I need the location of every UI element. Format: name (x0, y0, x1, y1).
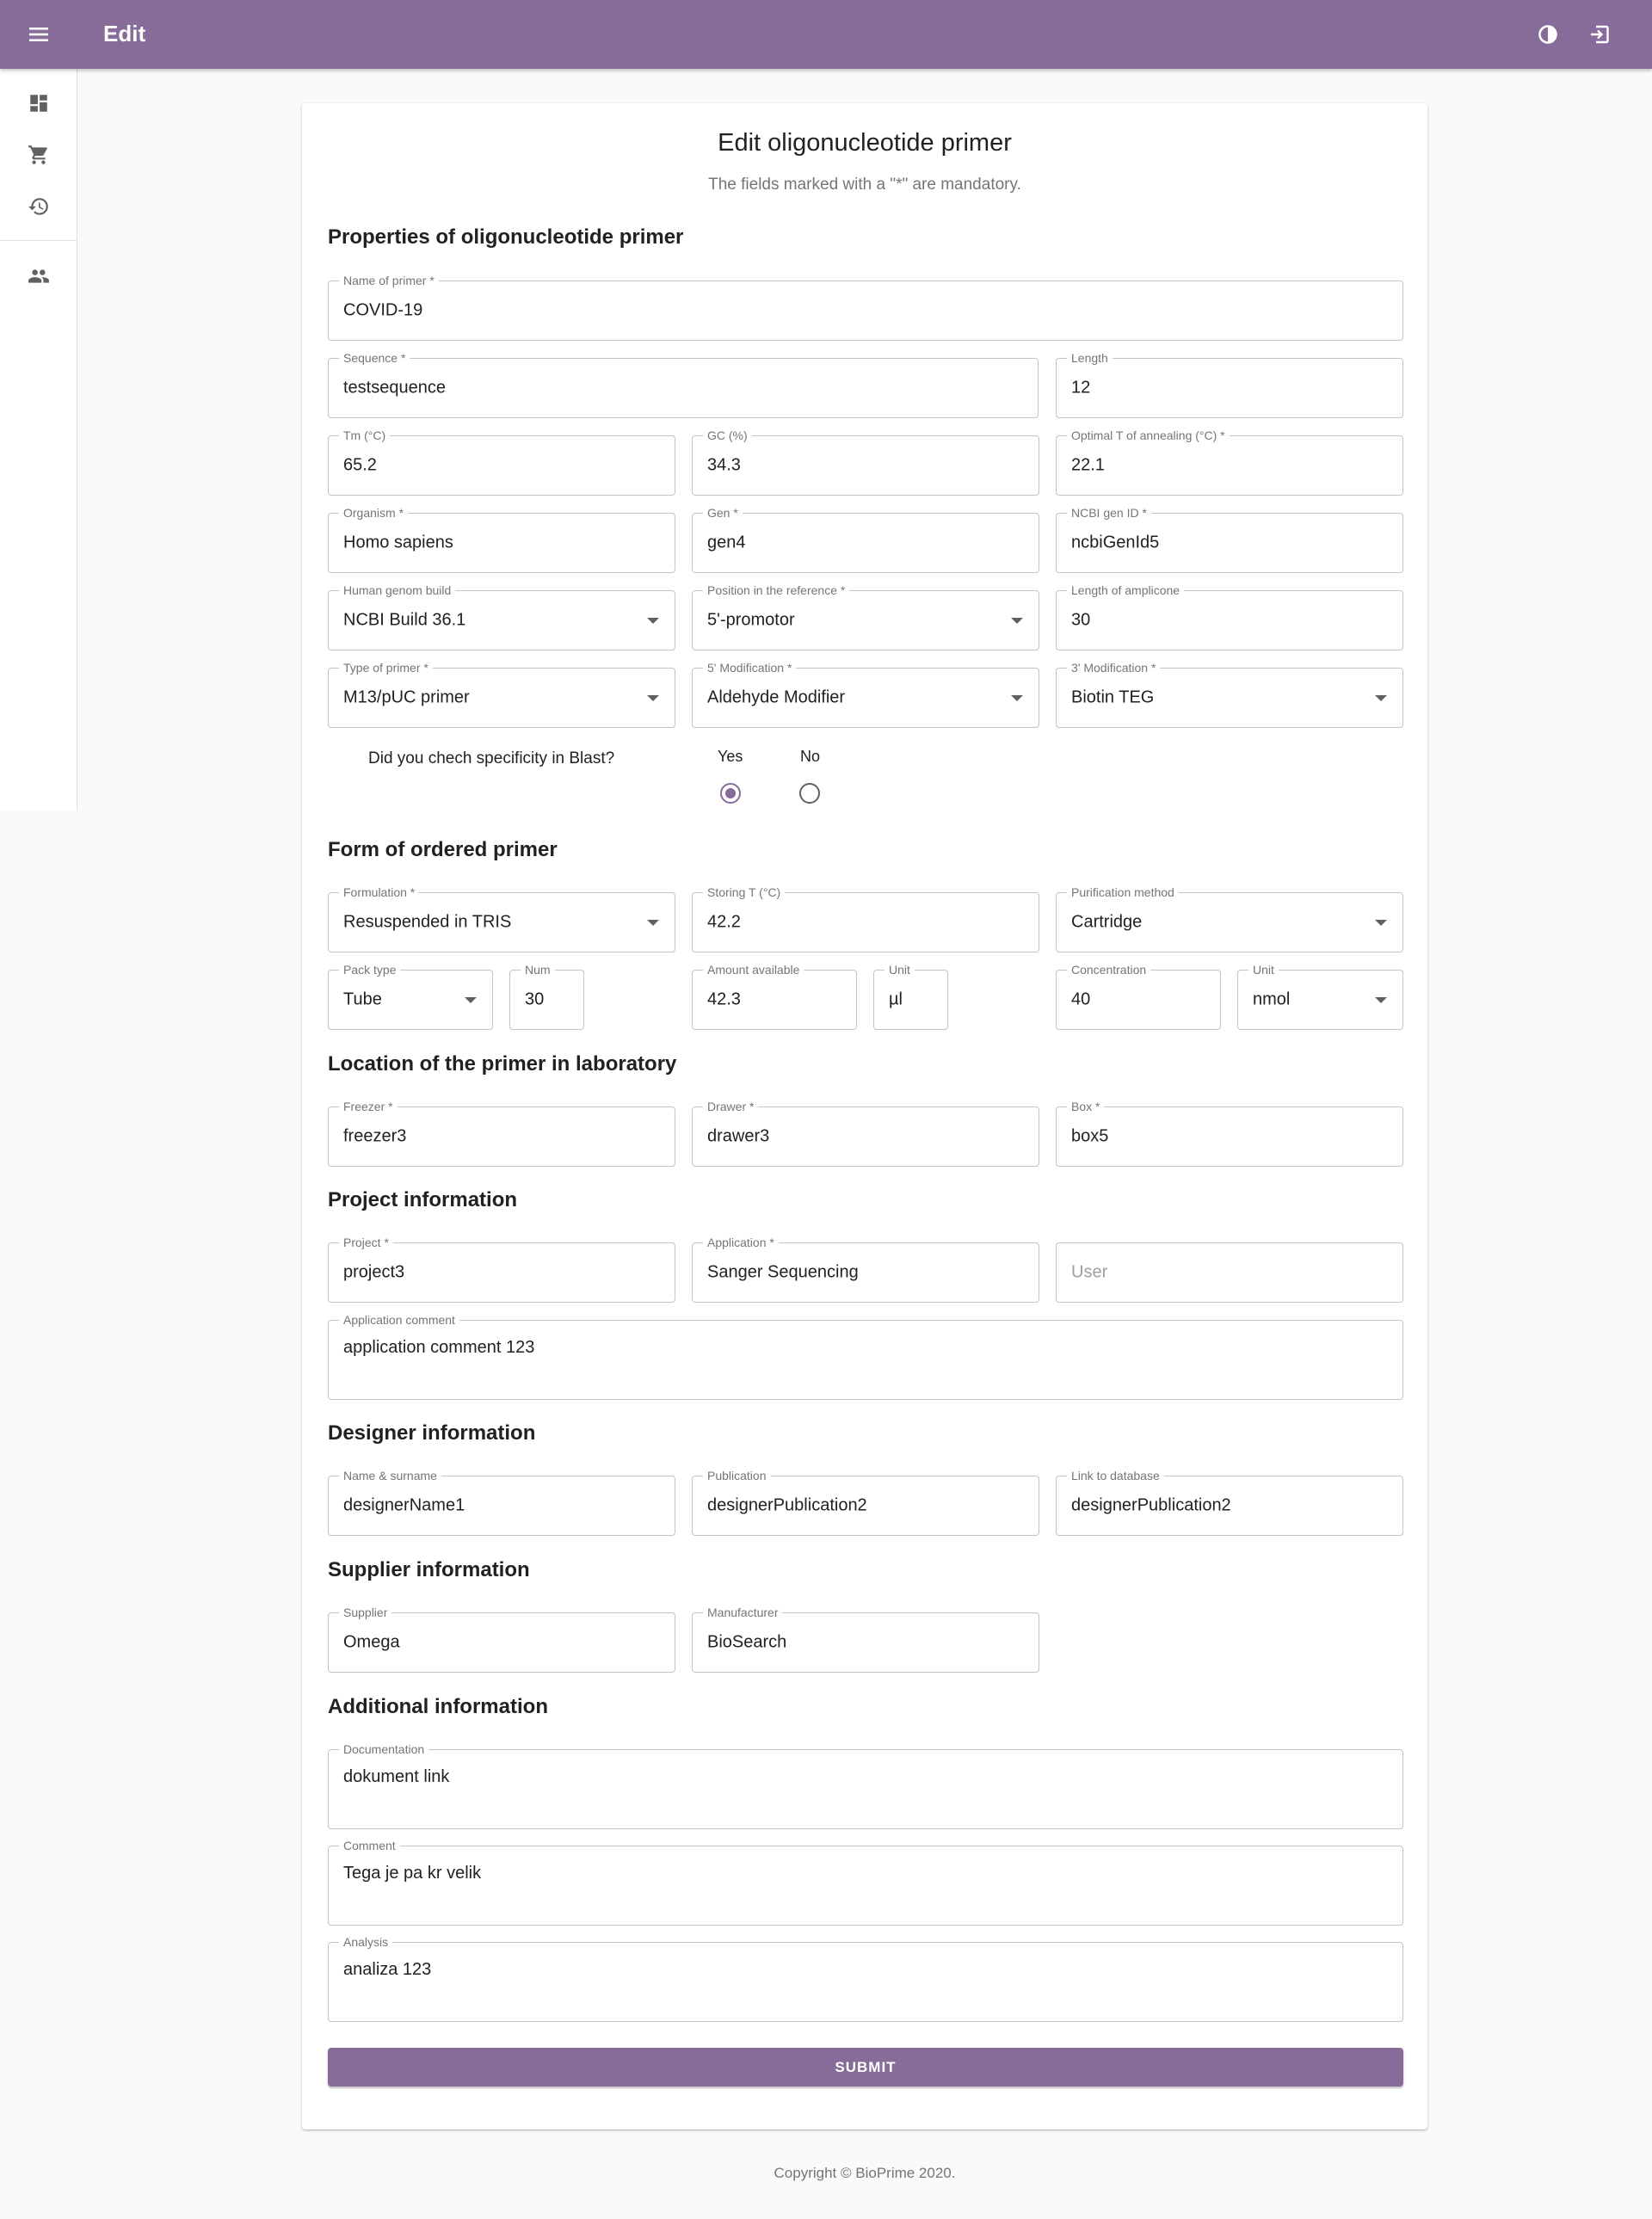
reference-position-select[interactable] (692, 583, 1039, 650)
organism-value: Homo sapiens (343, 533, 453, 552)
publication-value: designerPublication2 (707, 1495, 867, 1515)
length-label: Length (1067, 350, 1113, 366)
application-comment-value: application comment 123 (343, 1338, 535, 1357)
blast-yes-radio[interactable] (720, 783, 741, 804)
purification-method-label: Purification method (1067, 885, 1179, 900)
comment-label: Comment (339, 1838, 400, 1853)
dropdown-arrow-icon (1375, 695, 1387, 701)
reference-position-label: Position in the reference * (703, 582, 849, 598)
form-subtitle: The fields marked with a "*" are mandatory. (708, 176, 1021, 194)
publication-field[interactable] (692, 1469, 1039, 1536)
project-value: project3 (343, 1262, 405, 1282)
amount-unit-value: µl (889, 989, 903, 1009)
amplicone-length-label: Length of amplicone (1067, 582, 1184, 598)
storing-temperature-label: Storing T (°C) (703, 885, 785, 900)
supplier-label: Supplier (339, 1605, 391, 1620)
blast-question: Did you chech specificity in Blast? (368, 749, 615, 767)
concentration-unit-value: nmol (1253, 989, 1291, 1009)
sequence-value: testsequence (343, 378, 446, 398)
box-value: box5 (1071, 1126, 1109, 1146)
analysis-field[interactable] (328, 1935, 1403, 2022)
storing-temperature-field[interactable] (692, 885, 1039, 952)
modification-3-label: 3' Modification * (1067, 660, 1160, 675)
project-field[interactable] (328, 1236, 675, 1303)
submit-button[interactable]: SUBMIT (328, 2048, 1403, 2086)
ncbi-gen-id-value: ncbiGenId5 (1071, 533, 1160, 552)
organism-field[interactable] (328, 506, 675, 573)
tm-field[interactable] (328, 428, 675, 496)
project-label: Project * (339, 1235, 393, 1250)
num-label: Num (521, 962, 555, 977)
amount-available-value: 42.3 (707, 989, 741, 1009)
annealing-temperature-field[interactable] (1056, 428, 1403, 496)
database-link-field[interactable] (1056, 1469, 1403, 1536)
user-field[interactable] (1056, 1242, 1403, 1303)
primer-name-value: COVID-19 (343, 300, 423, 320)
primer-type-label: Type of primer * (339, 660, 433, 675)
section-form-heading: Form of ordered primer (328, 838, 558, 861)
analysis-value: analiza 123 (343, 1960, 432, 1979)
drawer-field[interactable] (692, 1100, 1039, 1167)
user-placeholder: User (1071, 1262, 1108, 1282)
concentration-unit-label: Unit (1248, 962, 1279, 977)
manufacturer-label: Manufacturer (703, 1605, 782, 1620)
dashboard-icon[interactable] (0, 77, 77, 129)
concentration-field[interactable] (1056, 963, 1221, 1030)
gc-field[interactable] (692, 428, 1039, 496)
application-field[interactable] (692, 1236, 1039, 1303)
box-field[interactable] (1056, 1100, 1403, 1167)
formulation-select[interactable] (328, 885, 675, 952)
concentration-label: Concentration (1067, 962, 1150, 977)
annealing-temperature-label: Optimal T of annealing (°C) * (1067, 428, 1230, 443)
modification-3-select[interactable] (1056, 661, 1403, 728)
box-label: Box * (1067, 1099, 1104, 1114)
modification-5-value: Aldehyde Modifier (707, 687, 846, 707)
designer-name-label: Name & surname (339, 1468, 441, 1483)
genom-build-label: Human genom build (339, 582, 455, 598)
documentation-field[interactable] (328, 1742, 1403, 1829)
length-value: 12 (1071, 378, 1091, 398)
cart-icon[interactable] (0, 129, 77, 181)
section-project-heading: Project information (328, 1188, 518, 1211)
purification-method-value: Cartridge (1071, 912, 1143, 932)
gen-field[interactable] (692, 506, 1039, 573)
drawer-divider (0, 240, 77, 241)
gen-value: gen4 (707, 533, 746, 552)
supplier-value: Omega (343, 1632, 400, 1652)
logout-icon[interactable] (1584, 19, 1615, 50)
blast-yes-label: Yes (718, 748, 743, 765)
page-title: Edit (103, 21, 146, 46)
section-supplier-heading: Supplier information (328, 1558, 530, 1581)
application-value: Sanger Sequencing (707, 1262, 859, 1282)
edit-primer-card (302, 103, 1427, 2130)
amount-unit-field[interactable] (873, 963, 948, 1030)
application-comment-label: Application comment (339, 1312, 459, 1328)
blast-no-label: No (800, 748, 821, 765)
genom-build-select[interactable] (328, 583, 675, 650)
section-properties-heading: Properties of oligonucleotide primer (328, 225, 684, 249)
dropdown-arrow-icon (1011, 618, 1023, 624)
documentation-value: dokument link (343, 1767, 450, 1786)
publication-label: Publication (703, 1468, 771, 1483)
comment-field[interactable] (328, 1839, 1403, 1926)
manufacturer-value: BioSearch (707, 1632, 787, 1652)
gc-label: GC (%) (703, 428, 752, 443)
section-location-heading: Location of the primer in laboratory (328, 1052, 677, 1076)
modification-5-select[interactable] (692, 661, 1039, 728)
amplicone-length-field[interactable] (1056, 583, 1403, 650)
concentration-unit-select[interactable] (1237, 963, 1403, 1030)
length-field[interactable] (1056, 351, 1403, 418)
people-icon[interactable] (0, 250, 77, 302)
freezer-field[interactable] (328, 1100, 675, 1167)
dropdown-arrow-icon (1375, 997, 1387, 1003)
pack-type-value: Tube (343, 989, 382, 1009)
menu-icon[interactable] (23, 19, 54, 50)
section-designer-heading: Designer information (328, 1421, 536, 1445)
contrast-icon[interactable] (1532, 19, 1563, 50)
database-link-value: designerPublication2 (1071, 1495, 1231, 1515)
ncbi-gen-id-field[interactable] (1056, 506, 1403, 573)
form-title: Edit oligonucleotide primer (718, 129, 1012, 157)
section-additional-heading: Additional information (328, 1695, 548, 1718)
sequence-field[interactable] (328, 351, 1039, 418)
dropdown-arrow-icon (465, 997, 477, 1003)
analysis-label: Analysis (339, 1934, 392, 1950)
manufacturer-field[interactable] (692, 1606, 1039, 1673)
amplicone-length-value: 30 (1071, 610, 1091, 630)
sequence-label: Sequence * (339, 350, 410, 366)
drawer-value: drawer3 (707, 1126, 770, 1146)
amount-available-field[interactable] (692, 963, 857, 1030)
purification-method-select[interactable] (1056, 885, 1403, 952)
dropdown-arrow-icon (647, 618, 659, 624)
pack-type-label: Pack type (339, 962, 400, 977)
organism-label: Organism * (339, 505, 408, 521)
tm-value: 65.2 (343, 455, 377, 475)
dropdown-arrow-icon (647, 920, 659, 926)
freezer-value: freezer3 (343, 1126, 407, 1146)
formulation-label: Formulation * (339, 885, 419, 900)
application-comment-field[interactable] (328, 1313, 1403, 1400)
database-link-label: Link to database (1067, 1468, 1164, 1483)
amount-unit-label: Unit (885, 962, 915, 977)
freezer-label: Freezer * (339, 1099, 398, 1114)
pack-type-select[interactable] (328, 963, 493, 1030)
designer-name-field[interactable] (328, 1469, 675, 1536)
navigation-drawer (0, 69, 77, 811)
storing-temperature-value: 42.2 (707, 912, 741, 932)
app-bar (0, 0, 1652, 69)
dropdown-arrow-icon (1011, 695, 1023, 701)
modification-5-label: 5' Modification * (703, 660, 796, 675)
primer-name-label: Name of primer * (339, 273, 439, 288)
gc-value: 34.3 (707, 455, 741, 475)
ncbi-gen-id-label: NCBI gen ID * (1067, 505, 1151, 521)
footer-copyright: Copyright © BioPrime 2020. (774, 2165, 956, 2181)
tm-label: Tm (°C) (339, 428, 390, 443)
num-value: 30 (525, 989, 545, 1009)
supplier-field[interactable] (328, 1606, 675, 1673)
blast-no-radio[interactable] (799, 783, 820, 804)
reference-position-value: 5'-promotor (707, 610, 795, 630)
genom-build-value: NCBI Build 36.1 (343, 610, 466, 630)
primer-type-value: M13/pUC primer (343, 687, 470, 707)
gen-label: Gen * (703, 505, 743, 521)
primer-name-field[interactable] (328, 274, 1403, 341)
formulation-value: Resuspended in TRIS (343, 912, 512, 932)
modification-3-value: Biotin TEG (1071, 687, 1155, 707)
primer-type-select[interactable] (328, 661, 675, 728)
drawer-label: Drawer * (703, 1099, 758, 1114)
documentation-label: Documentation (339, 1741, 428, 1757)
annealing-temperature-value: 22.1 (1071, 455, 1105, 475)
num-field[interactable] (509, 963, 584, 1030)
application-label: Application * (703, 1235, 779, 1250)
designer-name-value: designerName1 (343, 1495, 465, 1515)
amount-available-label: Amount available (703, 962, 804, 977)
concentration-value: 40 (1071, 989, 1091, 1009)
dropdown-arrow-icon (1375, 920, 1387, 926)
dropdown-arrow-icon (647, 695, 659, 701)
history-icon[interactable] (0, 181, 77, 232)
comment-value: Tega je pa kr velik (343, 1864, 482, 1883)
